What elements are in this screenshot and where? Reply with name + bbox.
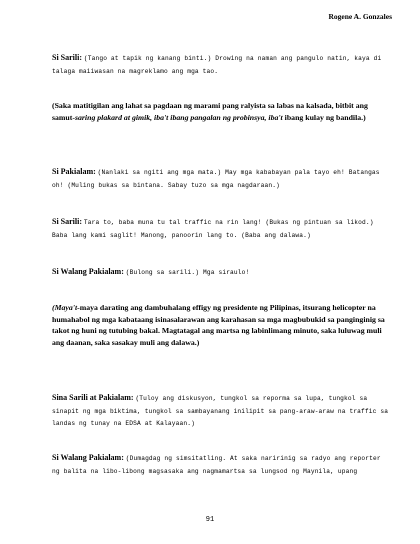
dialogue-text: (Tuloy ang diskusyon, tungkol sa reporma sa lupa, tungkol sa sinapit ng mga biktima, tungkol sa sambayanang inilipit sa pang-araw-araw na traffic sa landas ng tunay na EDSA at Kalayaan.) (52, 395, 389, 427)
speaker-name: Si Walang Pakialam: (52, 267, 124, 276)
speaker-name: Si Sarili: (52, 53, 83, 62)
stage-text-italic: (Maya't- (52, 303, 80, 312)
speaker-name: Si Walang Pakialam: (52, 453, 124, 462)
dialogue-text: (Bulong sa sarili.) Mga siraulo! (125, 269, 250, 276)
stage-text: maya darating ang dambuhalang effigy ng presidente ng Pilipinas, itsurang helicopter na humahabol ng mga kabataang isinasalarawan ang karahasan sa mga magbubukid sa panginginig sa takot ng huni ng tutubing bakal. Magtatagal ang martsa ng labinlimang minuto, saka luluwag muli ang daanan, saka sasakay muli ang dalawa.) (52, 303, 385, 347)
running-header-author: Rogene A. Gonzales (328, 12, 392, 21)
dialogue-block (52, 266, 392, 279)
stage-direction (52, 302, 392, 348)
dialogue-text: (Dumagdag ng simsitatling. At saka naririnig sa radyo ang reporter ng balita na libo-libong magsasaka ang nagmamartsa sa lungsod ng Maynila, upang (52, 455, 381, 475)
stage-direction (52, 100, 392, 123)
speaker-name: Si Sarili: (52, 217, 83, 226)
dialogue-text: (Tango at tapik ng kanang binti.) Drowing na naman ang pangulo natin, kaya di talaga maiiwasan na magreklamo ang mga tao. (52, 55, 382, 75)
page-number: 91 (205, 516, 215, 524)
dialogue-text: (Nanlaki sa ngiti ang mga mata.) May mga kababayan pala tayo eh! Batangas oh! (Muling bukas sa bintana. Sabay tuzo sa mga nagdaraan.) (52, 169, 380, 189)
dialogue-block (52, 216, 392, 241)
dialogue-block (52, 166, 392, 191)
speaker-name: Si Pakialam: (52, 167, 96, 176)
speaker-name: Sina Sarili at Pakialam: (52, 393, 134, 402)
dialogue-block (52, 392, 392, 430)
dialogue-text: Tara to, baba muna tu tal traffic na rin lang! (Bukas ng pintuan sa likod.) Baba lang kami saglit! Manong, panoorin lang to. (Baba ang dalawa.) (52, 219, 374, 239)
stage-text: (Saka matitigilan ang lahat sa pagdaan ng marami pang ralyista sa labas na kalsada, bitbit ang samut- (52, 101, 368, 122)
stage-text: ibang kulay ng bandila.) (282, 112, 366, 122)
dialogue-block (52, 452, 392, 477)
stage-text-italic: saring plakard at gimik, iba't ibang pangalan ng probinsya, iba't (74, 112, 283, 122)
dialogue-block (52, 52, 392, 77)
